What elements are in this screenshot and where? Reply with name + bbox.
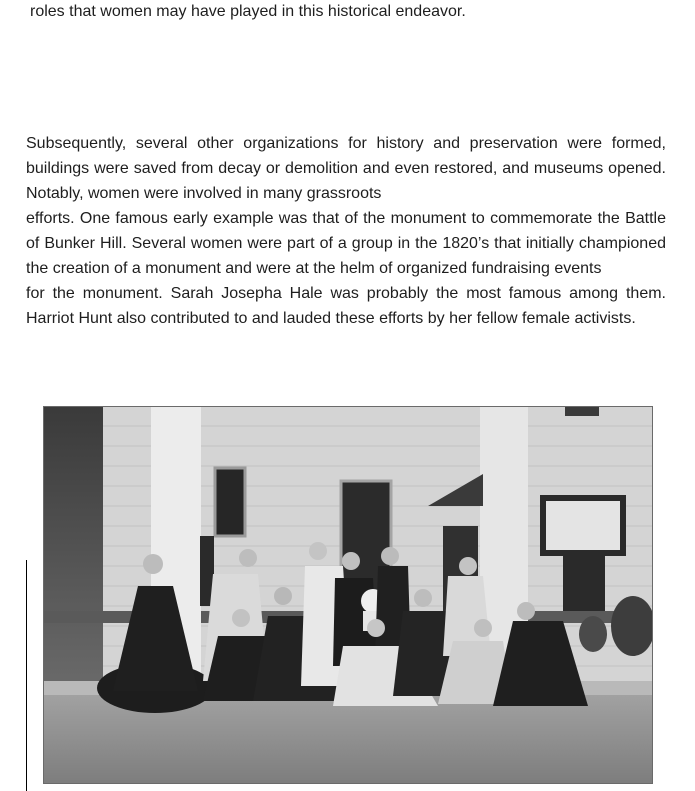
historic-group-photograph	[43, 406, 653, 784]
paragraph-line-8: Harriot Hunt also contributed to and lauded these efforts by her fellow female activists.	[26, 310, 636, 327]
paragraph-line-4: efforts. One famous early example was that of the monument to commemorate the Battle	[26, 210, 666, 227]
margin-rule	[26, 560, 27, 791]
paragraph-line-2: buildings were saved from decay or demolition and even restored, and museums opened.	[26, 160, 666, 177]
window-right	[543, 498, 623, 553]
window-top-right	[565, 406, 599, 416]
shrub-small	[579, 616, 607, 652]
paragraph-line-5: of Bunker Hill. Several women were part of a group in the 1820’s that initially championed	[26, 235, 666, 252]
shrub-right	[611, 596, 653, 656]
paragraph-line-6: the creation of a monument and were at the helm of organized fundraising events	[26, 260, 602, 277]
fragment-line: roles that women may have played in this historical endeavor.	[30, 3, 466, 20]
paragraph-line-7: for the monument. Sarah Josepha Hale was probably the most famous among them.	[26, 285, 666, 302]
window-upper-left	[215, 468, 245, 536]
paragraph-line-3: Notably, women were involved in many grassroots	[26, 185, 382, 202]
shutter-right-lower	[563, 556, 605, 611]
paragraph-line-1: Subsequently, several other organizations for history and preservation were formed,	[26, 135, 666, 152]
